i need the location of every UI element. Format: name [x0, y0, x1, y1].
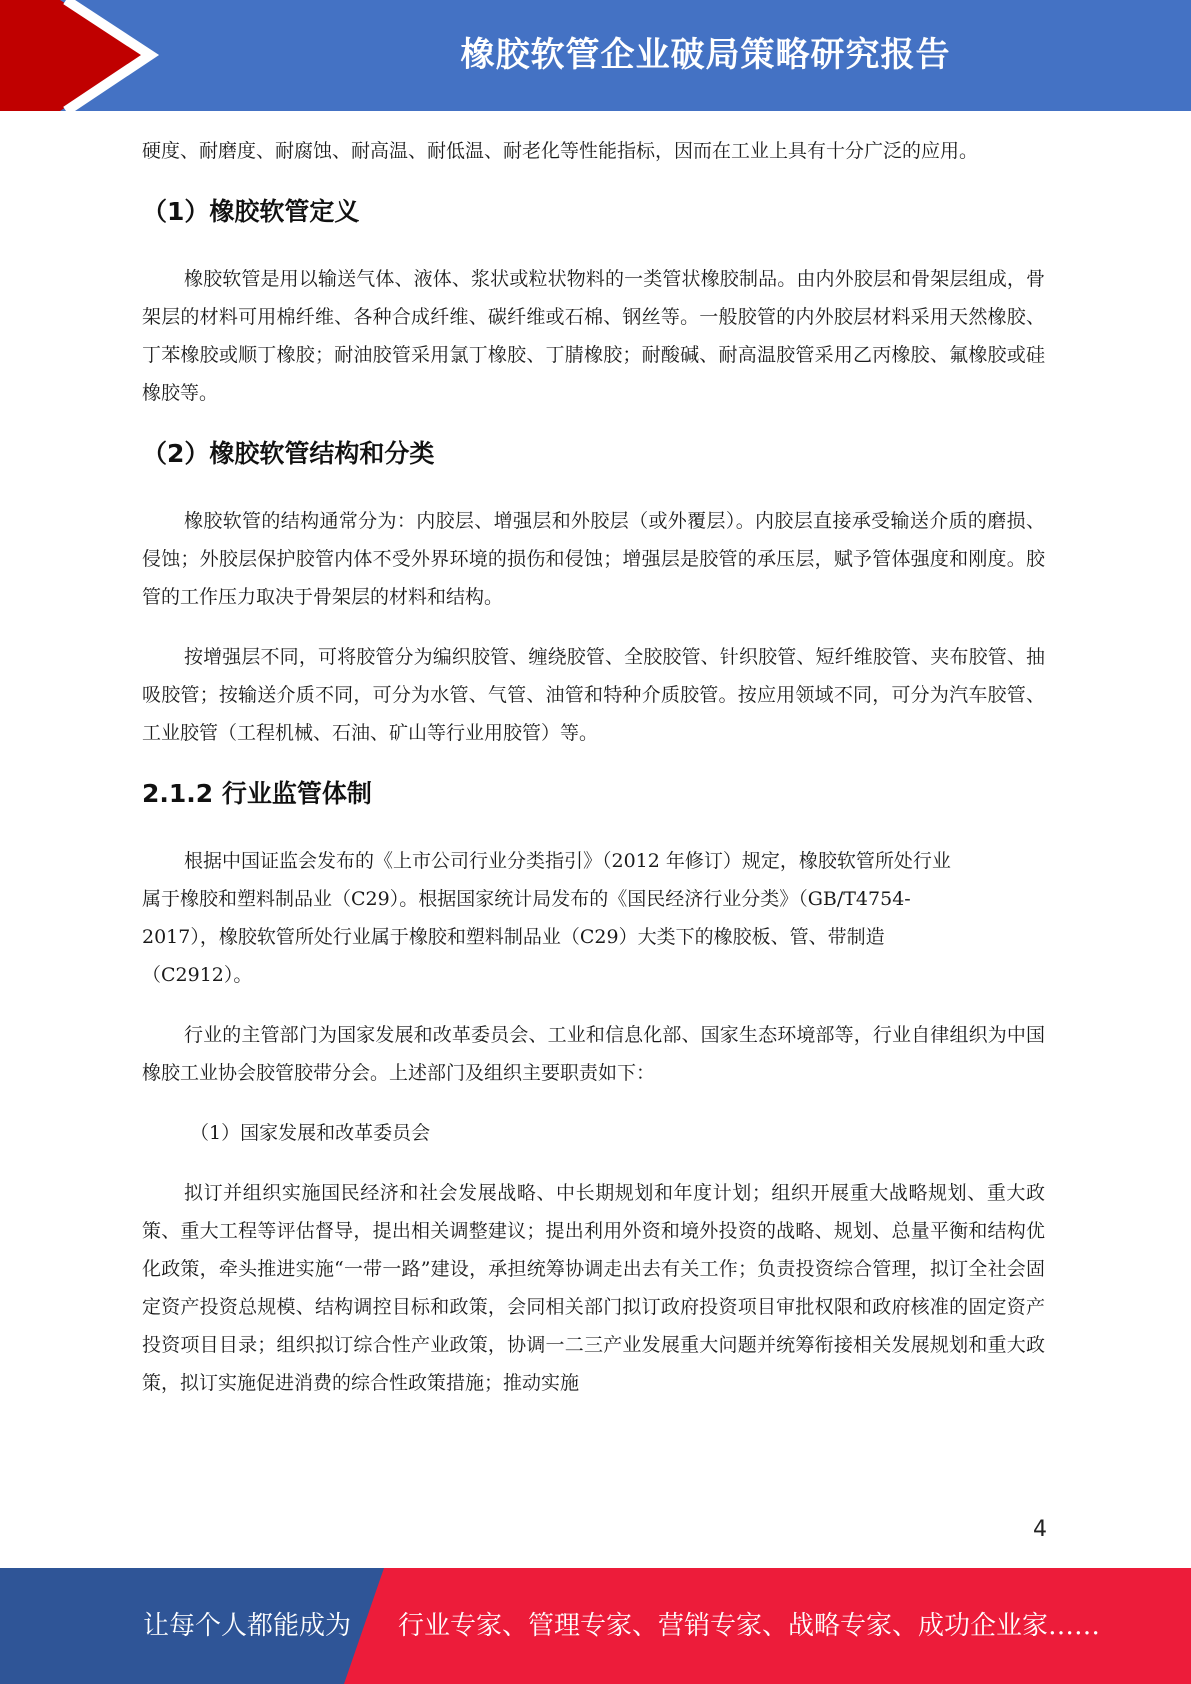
classification-paragraph: 按增强层不同，可将胶管分为编织胶管、缠绕胶管、全胶胶管、针织胶管、短纤维胶管、夹布胶管、抽吸胶管；按输送介质不同，可分为水管、气管、油管和特种介质胶管。按应用领域不同，可分为汽车胶管、工业胶管（工程机械、石油、矿山等行业用胶管）等。	[142, 646, 1045, 744]
industry-line-4: （C2912）。	[142, 964, 253, 986]
industry-classification-paragraph	[142, 842, 1045, 994]
page-content	[142, 132, 1045, 1402]
section-heading-structure: （2）橡胶软管结构和分类	[142, 439, 435, 468]
authorities-paragraph: 行业的主管部门为国家发展和改革委员会、工业和信息化部、国家生态环境部等，行业自律组织为中国橡胶工业协会胶管胶带分会。上述部门及组织主要职责如下：	[142, 1024, 1045, 1084]
intro-continuation: 硬度、耐磨度、耐腐蚀、耐高温、耐低温、耐老化等性能指标，因而在工业上具有十分广泛的应用。	[142, 140, 979, 162]
industry-line-1: 根据中国证监会发布的《上市公司行业分类指引》（2012 年修订）规定，橡胶软管所处行业	[184, 850, 951, 872]
page-number: 4	[1033, 1517, 1047, 1542]
section-heading-regulation: 2.1.2 行业监管体制	[142, 779, 372, 808]
ndrc-duties-paragraph: 拟订并组织实施国民经济和社会发展战略、中长期规划和年度计划；组织开展重大战略规划、重大政策、重大工程等评估督导，提出相关调整建议；提出利用外资和境外投资的战略、规划、总量平衡和结构优化政策，牵头推进实施“一带一路”建设，承担统筹协调走出去有关工作；负责投资综合管理，拟订全社会固定资产投资总规模、结构调控目标和政策，会同相关部门拟订政府投资项目审批权限和政府核准的固定资产投资项目目录；组织拟订综合性产业政策，协调一二三产业发展重大问题并统筹衔接相关发展规划和重大政策，拟订实施促进消费的综合性政策措施；推动实施	[142, 1182, 1045, 1394]
section-heading-definition: （1）橡胶软管定义	[142, 197, 360, 226]
page-footer	[0, 1568, 1191, 1684]
industry-line-3: 2017），橡胶软管所处行业属于橡胶和塑料制品业（C29）大类下的橡胶板、管、带制造	[142, 926, 885, 948]
structure-paragraph: 橡胶软管的结构通常分为：内胶层、增强层和外胶层（或外覆层）。内胶层直接承受输送介质的磨损、侵蚀；外胶层保护胶管内体不受外界环境的损伤和侵蚀；增强层是胶管的承压层，赋予管体强度和刚度。胶管的工作压力取决于骨架层的材料和结构。	[142, 510, 1045, 608]
footer-slogan-left: 让每个人都能成为	[143, 1611, 352, 1641]
footer-slogan-right: 行业专家、管理专家、营销专家、战略专家、成功企业家……	[398, 1611, 1101, 1641]
definition-paragraph: 橡胶软管是用以输送气体、液体、浆状或粒状物料的一类管状橡胶制品。由内外胶层和骨架层组成，骨架层的材料可用棉纤维、各种合成纤维、碳纤维或石棉、钢丝等。一般胶管的内外胶层材料采用天然橡胶、丁苯橡胶或顺丁橡胶；耐油胶管采用氯丁橡胶、丁腈橡胶；耐酸碱、耐高温胶管采用乙丙橡胶、氟橡胶或硅橡胶等。	[142, 268, 1045, 404]
ndrc-subheading: （1）国家发展和改革委员会	[190, 1122, 431, 1144]
industry-line-2: 属于橡胶和塑料制品业（C29）。根据国家统计局发布的《国民经济行业分类》（GB/T4754-	[142, 888, 911, 910]
page-header	[0, 0, 1191, 111]
report-title: 橡胶软管企业破局策略研究报告	[460, 35, 951, 75]
